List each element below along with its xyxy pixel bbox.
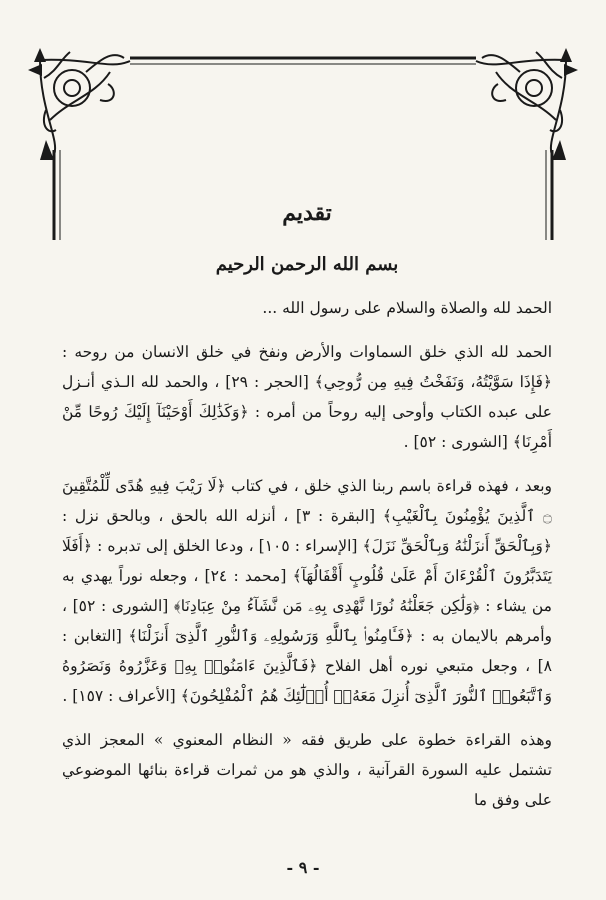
page-title: تقديم — [282, 200, 332, 226]
paragraph-reading-purpose: وهذه القراءة خطوة على طريق فقه « النظام المعنوي » المعجز الذي تشتمل عليه السورة القرآنية ، والذي هو من ثمرات قراءة بنائها الموضوعي على وفق ما — [62, 731, 552, 809]
paragraph-opening: الحمد لله والصلاة والسلام على رسول الله ... — [262, 299, 552, 317]
paragraph-quran-description: وبعد ، فهذه قراءة باسم ربنا الذي خلق ، في كتاب ﴿لَا رَيْبَ فِيهِ هُدًى لِّلْمُتَّقِينَ ۝ ٱلَّذِينَ يُؤْمِنُونَ بِٱلْغَيْبِ﴾ [البقرة : ٣] ، أنزله الله بالحق ، وبالحق نزل : ﴿وَبِٱلْحَقِّ أَنزَلْنَٰهُ وَبِٱلْحَقِّ نَزَلَ﴾ [الإسراء : ١٠٥] ، ودعا الخلق إلى تدبره : ﴿أَفَلَا يَتَدَبَّرُونَ ٱلْقُرْءَانَ أَمْ عَلَىٰ قُلُوبٍ أَقْفَالُهَآ﴾ [محمد : ٢٤] ، وجعله نوراً يهدي به من يشاء : ﴿وَلَٰكِن جَعَلْنَٰهُ نُورًا نَّهْدِى بِهِۦ مَن نَّشَآءُ مِنْ عِبَادِنَا﴾ [الشورى : ٥٢] ، وأمرهم بالايمان به : ﴿فَـَٔامِنُوا۟ بِٱللَّهِ وَرَسُولِهِۦ وَٱلنُّورِ ٱلَّذِىٓ أَنزَلْنَا﴾ [التغابن : ٨] ، وجعل متبعي نوره أهل الفلاح ﴿فَٱلَّذِينَ ءَامَنُوا۟ بِهِۦ وَعَزَّرُوهُ وَنَصَرُوهُ وَٱتَّبَعُوا۟ ٱلنُّورَ ٱلَّذِىٓ أُنزِلَ مَعَهُۥٓ أُو۟لَٰٓئِكَ هُمُ ٱلْمُفْلِحُونَ﴾ [الأعراف : ١٥٧] . — [62, 477, 552, 705]
paragraph-praise: الحمد لله الذي خلق السماوات والأرض ونفخ في خلق الانسان من روحه : ﴿فَإِذَا سَوَّيْتُهُ، وَنَفَخْتُ فِيهِ مِن رُّوحِي﴾ [الحجر : ٢٩] ، والحمد لله الـذي أنـزل على عبده الكتاب وأوحى إليه روحاً من أمره : ﴿وَكَذَٰلِكَ أَوْحَيْنَآ إِلَيْكَ رُوحًا مِّنْ أَمْرِنَا﴾ [الشورى : ٥٢] . — [62, 343, 553, 451]
page-number: - ٩ - — [286, 858, 320, 877]
page-body — [62, 200, 552, 815]
left-corner-ornament — [40, 52, 130, 155]
basmala: بسم الله الرحمن الرحيم — [215, 254, 399, 275]
right-corner-ornament — [476, 48, 578, 160]
